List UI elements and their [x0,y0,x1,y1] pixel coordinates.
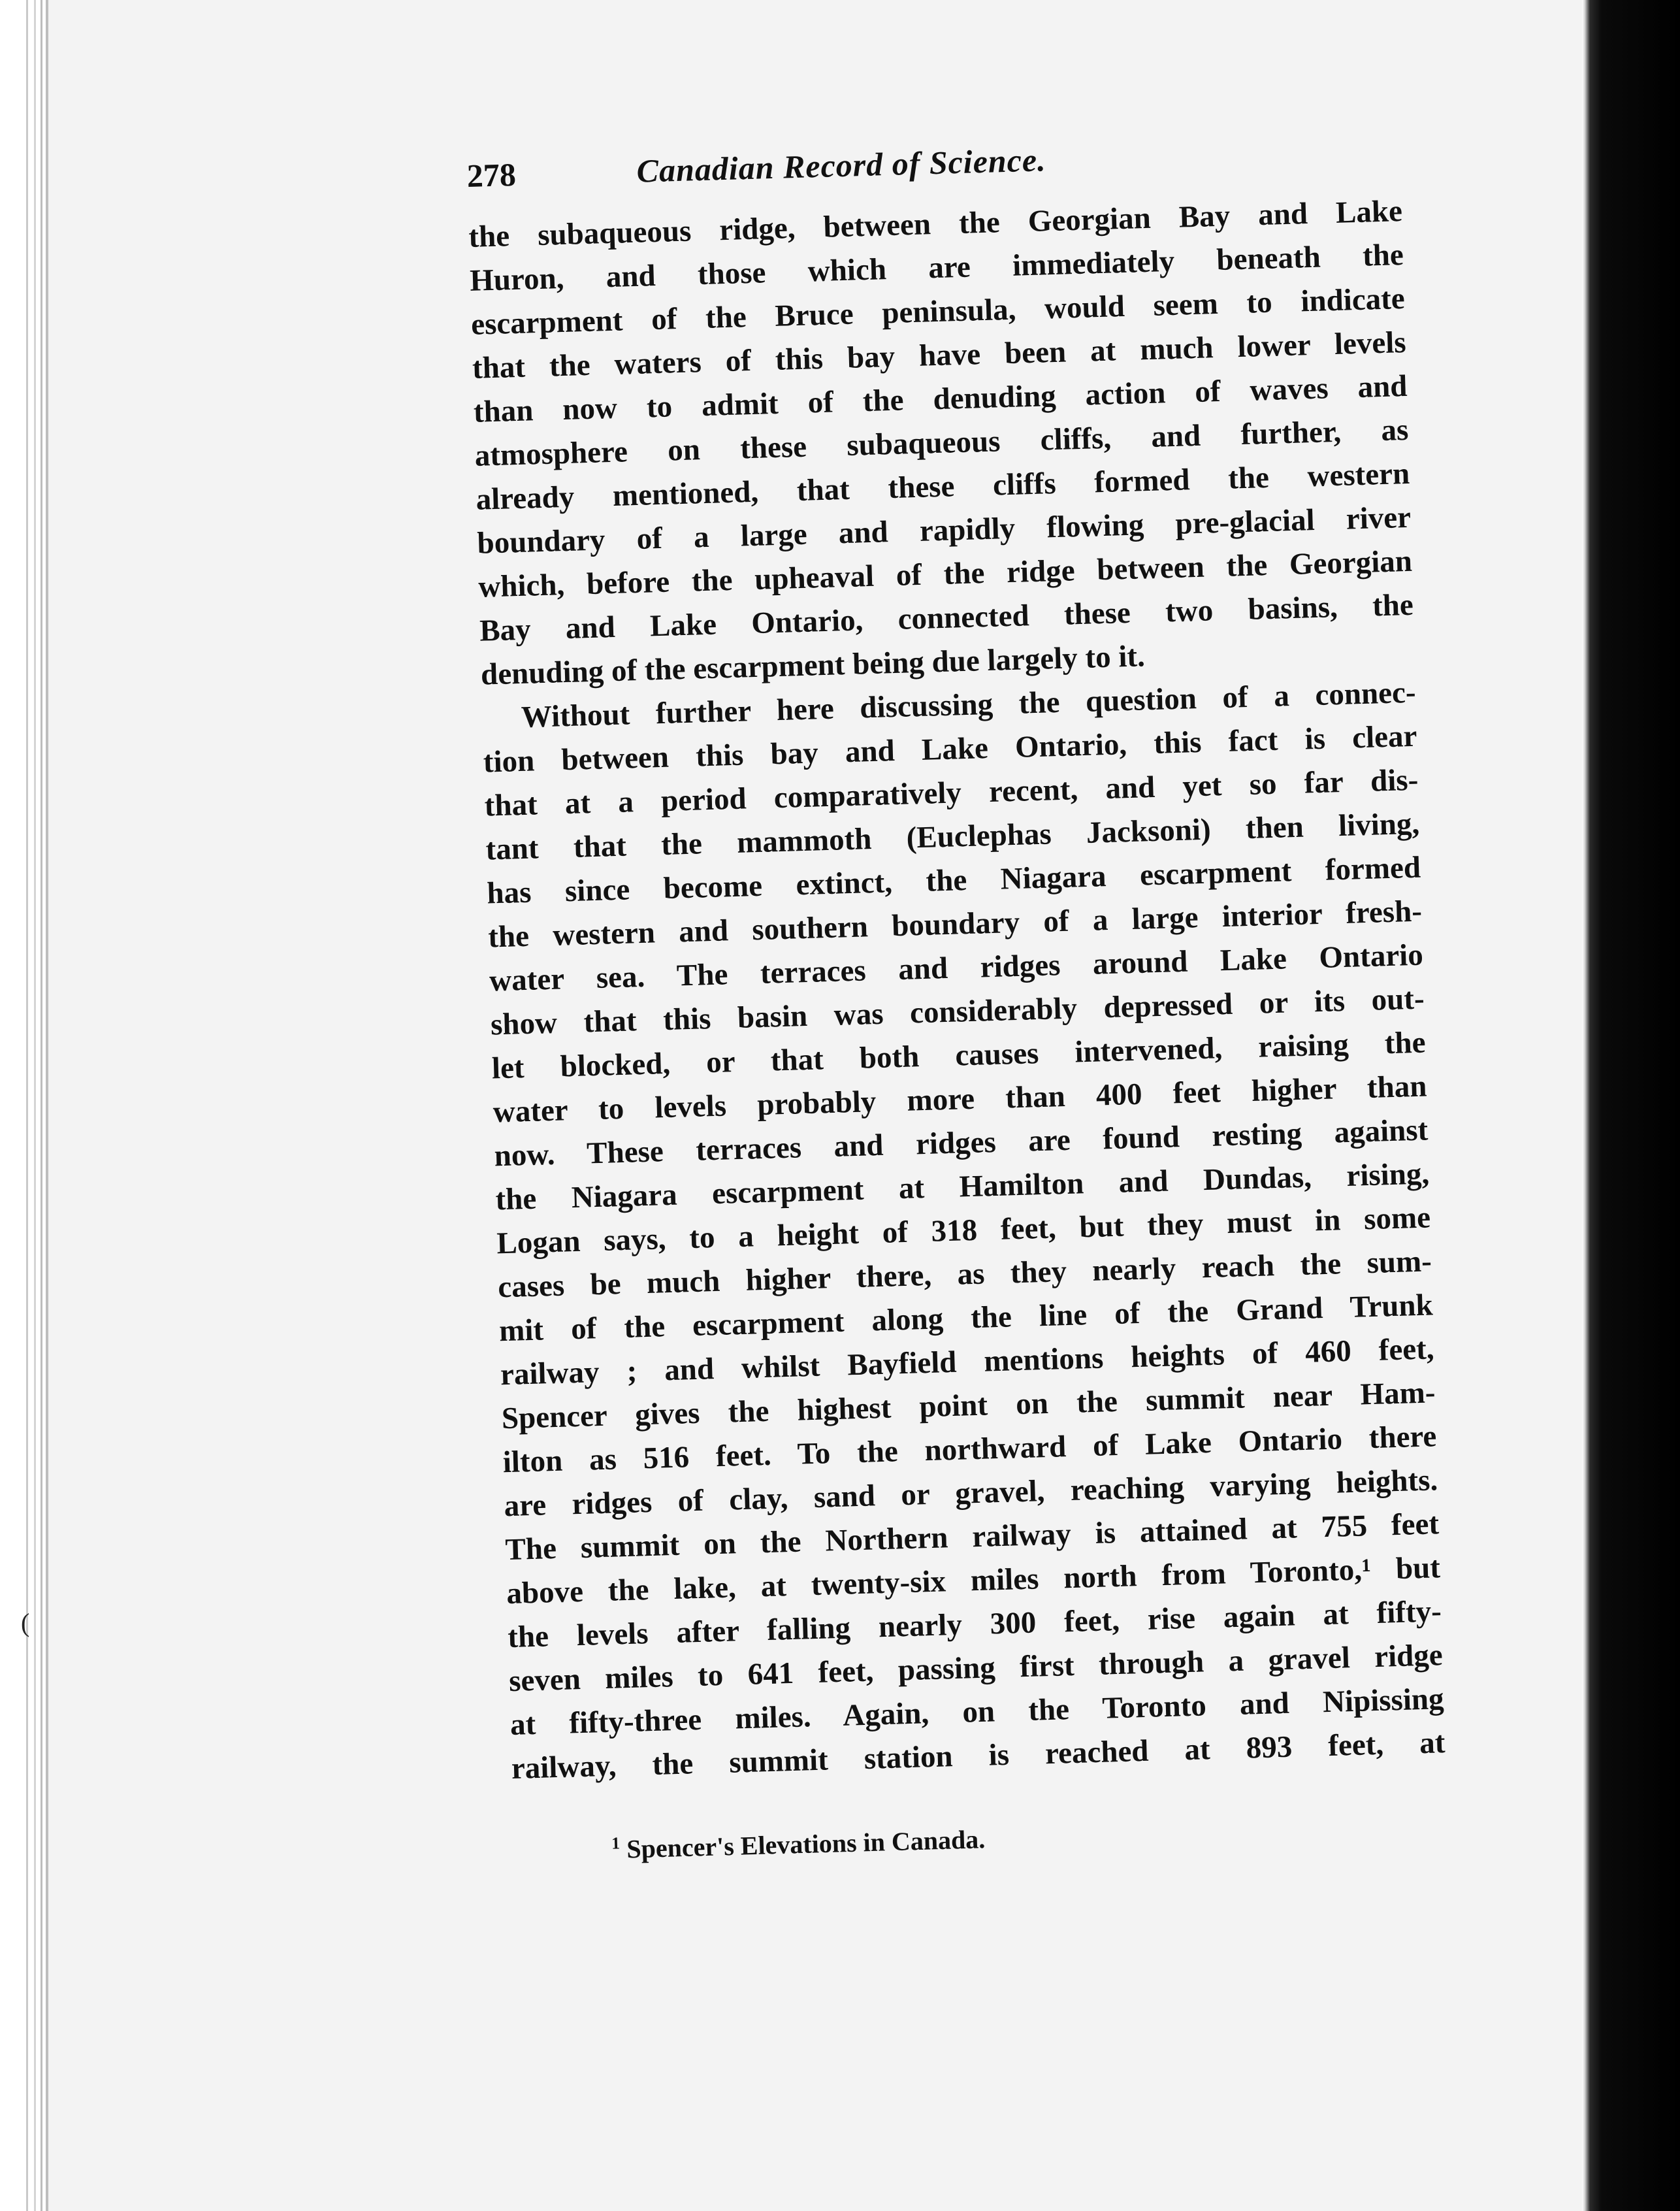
text-block [466,129,1494,1867]
footnote [513,1809,1494,1867]
text-line: Logan says, to a height of 318 feet, but they must in some [496,1200,1431,1261]
page-edge [34,0,36,2211]
text-line: let blocked, or that both causes intervened, raising the [491,1025,1427,1086]
text-line: above the lake, at twenty-six miles north from Toronto,¹ but [506,1550,1441,1611]
text-line: The summit on the Northern railway is attained at 755 feet [504,1507,1440,1567]
book-binding [1582,0,1680,2211]
text-line: the subaqueous ridge, between the Georgian Bay and Lake [468,194,1403,254]
text-line: than now to admit of the denuding action of waves and [473,368,1408,429]
text-line: has since become extinct, the Niagara escarpment formed [486,850,1421,911]
text-line: cases be much higher there, as they nearly reach the sum- [497,1244,1432,1305]
footnote-marker: 1 [611,1833,621,1853]
text-line: Spencer gives the highest point on the summit near Ham- [501,1375,1436,1436]
text-line: are ridges of clay, sand or gravel, reaching varying heights. [503,1463,1438,1524]
text-line: now. These terraces and ridges are found resting against [493,1113,1429,1173]
text-line: at fifty-three miles. Again, on the Toronto and Nipissing [509,1682,1445,1743]
text-line: boundary of a large and rapidly flowing pre-glacial river [476,500,1412,561]
text-line: tion between this bay and Lake Ontario, this fact is clear [483,719,1418,779]
footnote-text: Spencer's Elevations in Canada. [626,1824,986,1864]
text-line: which, before the upheaval of the ridge between the Georgian [477,544,1413,604]
text-line: the Niagara escarpment at Hamilton and Dundas, rising, [494,1156,1430,1217]
text-line: Huron, and those which are immediately beneath the [469,238,1404,298]
page-edge [40,0,42,2211]
text-line: that at a period comparatively recent, and yet so far dis- [484,762,1419,823]
text-line: denuding of the escarpment being due largely to it. [480,639,1146,692]
text-line: atmosphere on these subaqueous cliffs, and further, as [474,412,1409,473]
text-line: tant that the mammoth (Euclephas Jacksoni) then living, [485,806,1420,867]
text-line: mit of the escarpment along the line of the Grand Trunk [498,1288,1434,1349]
book-page [21,0,1590,2211]
text-line: ilton as 516 feet. To the northward of Lake Ontario there [502,1419,1437,1480]
text-line: the western and southern boundary of a large interior fresh- [487,894,1423,955]
text-line: water sea. The terraces and ridges around Lake Ontario [489,938,1424,998]
text-line: already mentioned, that these cliffs formed the western [475,456,1410,517]
text-line: Without further here discussing the question of a connec- [521,675,1417,734]
text-line: seven miles to 641 feet, passing first through a gravel ridge [508,1638,1444,1699]
text-line: escarpment of the Bruce peninsula, would seem to indicate [470,281,1406,342]
text-line: that the waters of this bay have been at much lower levels [472,325,1407,385]
text-line: railway, the summit station is reached at 893 feet, at [511,1726,1446,1786]
text-line: Bay and Lake Ontario, connected these two basins, the [479,587,1414,648]
text-line: the levels after falling nearly 300 feet, rise again at fifty- [507,1594,1442,1655]
journal-title: Canadian Record of Science. [636,141,1047,189]
text-line: water to levels probably more than 400 feet higher than [493,1069,1428,1130]
text-line: show that this basin was considerably depressed or its out- [490,981,1425,1042]
margin-bracket-icon: ( [21,1608,30,1637]
page-edge [26,0,28,2211]
text-line: railway ; and whilst Bayfield mentions heights of 460 feet, [500,1332,1435,1392]
page-number: 278 [466,156,517,194]
